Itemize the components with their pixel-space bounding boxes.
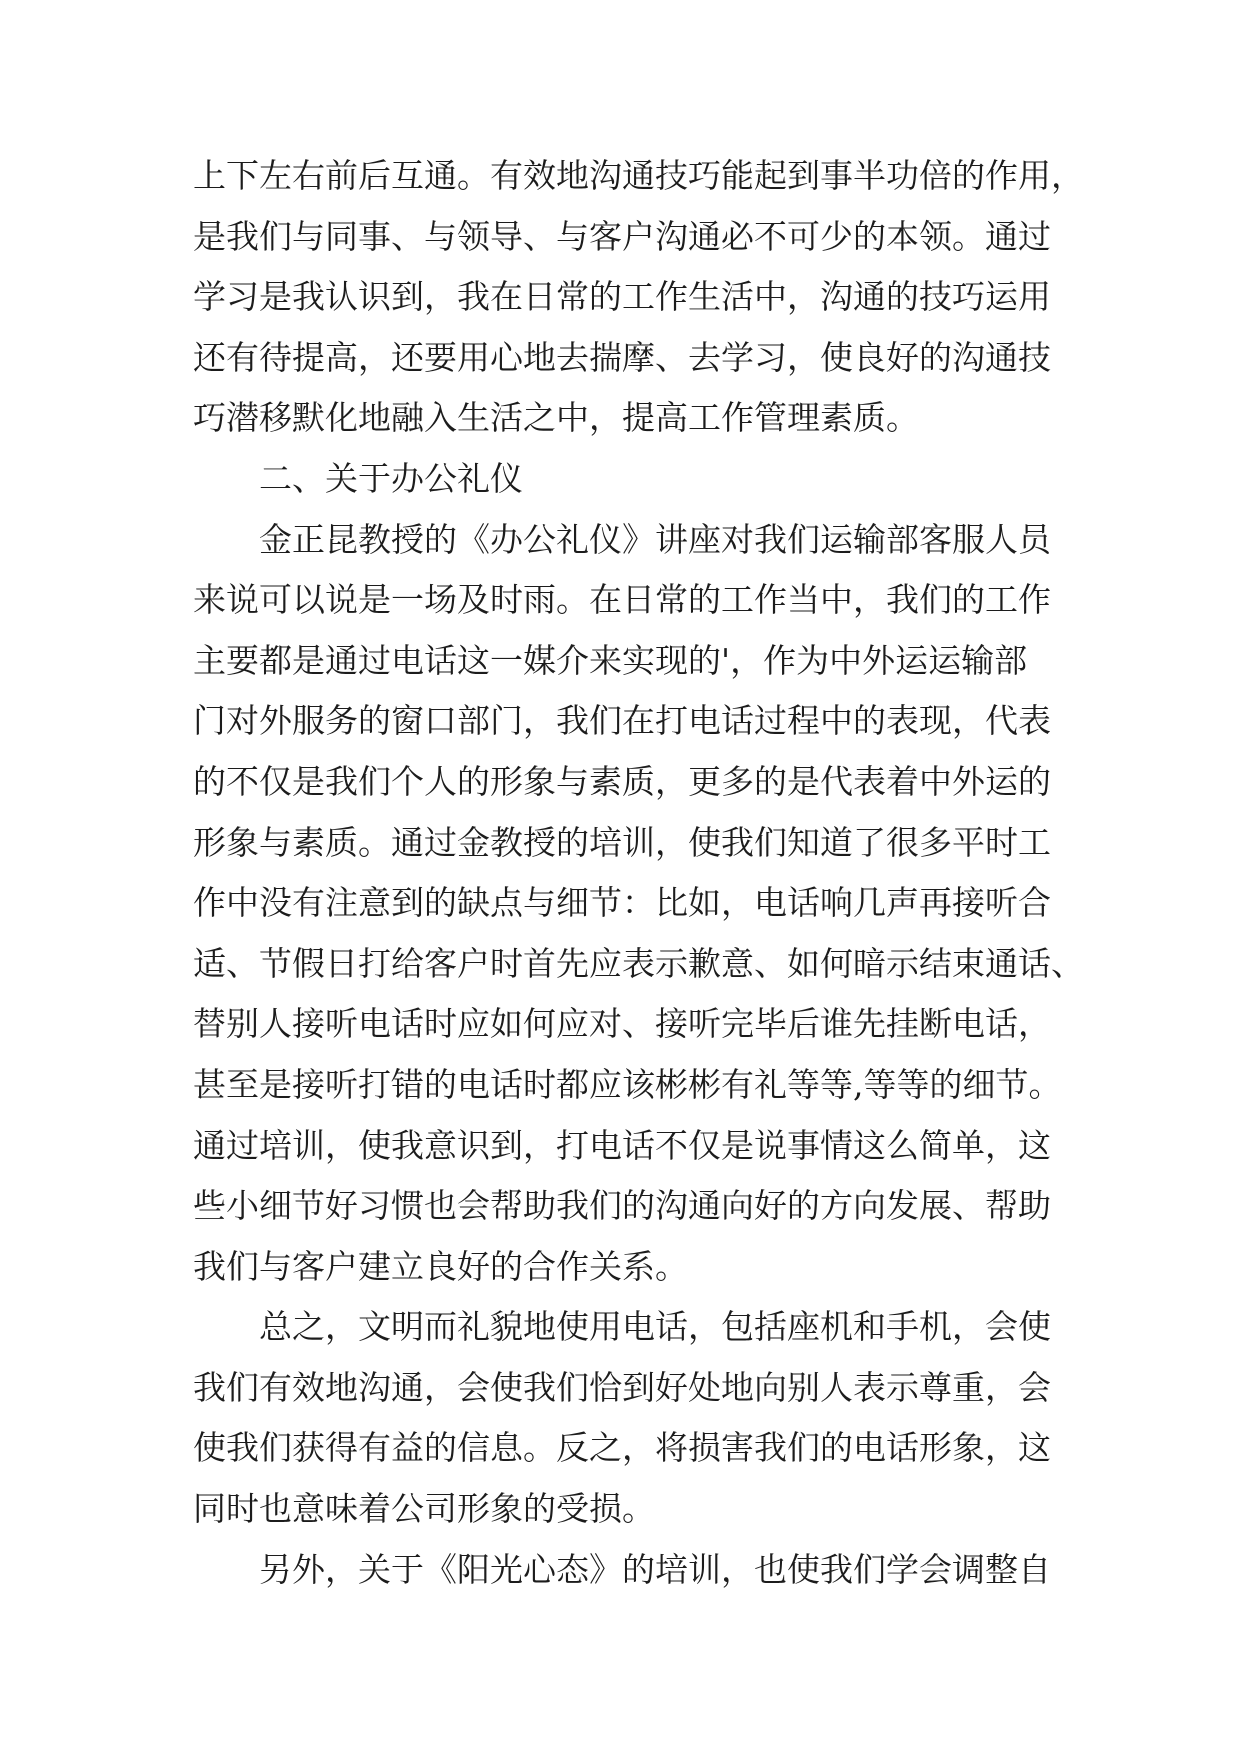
text-line: 巧潜移默化地融入生活之中，提高工作管理素质。: [193, 398, 919, 438]
text-line: 门对外服务的窗口部门，我们在打电话过程中的表现，代表: [193, 701, 1051, 741]
paragraph-first-line: 另外，关于《阳光心态》的培训，也使我们学会调整自: [259, 1549, 1051, 1589]
text-line: 甚至是接听打错的电话时都应该彬彬有礼等等,等等的细节。: [193, 1064, 1062, 1104]
text-line: 我们与客户建立良好的合作关系。: [193, 1246, 688, 1286]
text-line: 是我们与同事、与领导、与客户沟通必不可少的本领。通过: [193, 216, 1051, 256]
text-line: 我们有效地沟通，会使我们恰到好处地向别人表示尊重，会: [193, 1367, 1051, 1407]
text-line: 的不仅是我们个人的形象与素质，更多的是代表着中外运的: [193, 761, 1051, 801]
text-line: 同时也意味着公司形象的受损。: [193, 1489, 655, 1529]
text-line: 学习是我认识到，我在日常的工作生活中，沟通的技巧运用: [193, 277, 1051, 317]
body-text: [193, 146, 1093, 1600]
text-line: 些小细节好习惯也会帮助我们的沟通向好的方向发展、帮助: [193, 1186, 1051, 1226]
section-heading: 二、关于办公礼仪: [259, 458, 523, 498]
text-line: 替别人接听电话时应如何应对、接听完毕后谁先挂断电话，: [193, 1004, 1051, 1044]
text-line: 作中没有注意到的缺点与细节：比如，电话响几声再接听合: [193, 883, 1051, 923]
text-line: 来说可以说是一场及时雨。在日常的工作当中，我们的工作: [193, 580, 1051, 620]
paragraph-first-line: 金正昆教授的《办公礼仪》讲座对我们运输部客服人员: [259, 519, 1051, 559]
text-line: 还有待提高，还要用心地去揣摩、去学习，使良好的沟通技: [193, 337, 1051, 377]
text-line: 通过培训，使我意识到，打电话不仅是说事情这么简单，这: [193, 1125, 1051, 1165]
text-line: 适、节假日打给客户时首先应表示歉意、如何暗示结束通话、: [193, 943, 1084, 983]
text-line: 上下左右前后互通。有效地沟通技巧能起到事半功倍的作用，: [193, 156, 1084, 195]
text-line: 形象与素质。通过金教授的培训，使我们知道了很多平时工: [193, 822, 1051, 862]
text-line: 主要都是通过电话这一媒介来实现的'，作为中外运运输部: [193, 640, 1028, 680]
paragraph-first-line: 总之，文明而礼貌地使用电话，包括座机和手机，会使: [259, 1307, 1051, 1347]
text-line: 使我们获得有益的信息。反之，将损害我们的电话形象，这: [193, 1428, 1051, 1468]
